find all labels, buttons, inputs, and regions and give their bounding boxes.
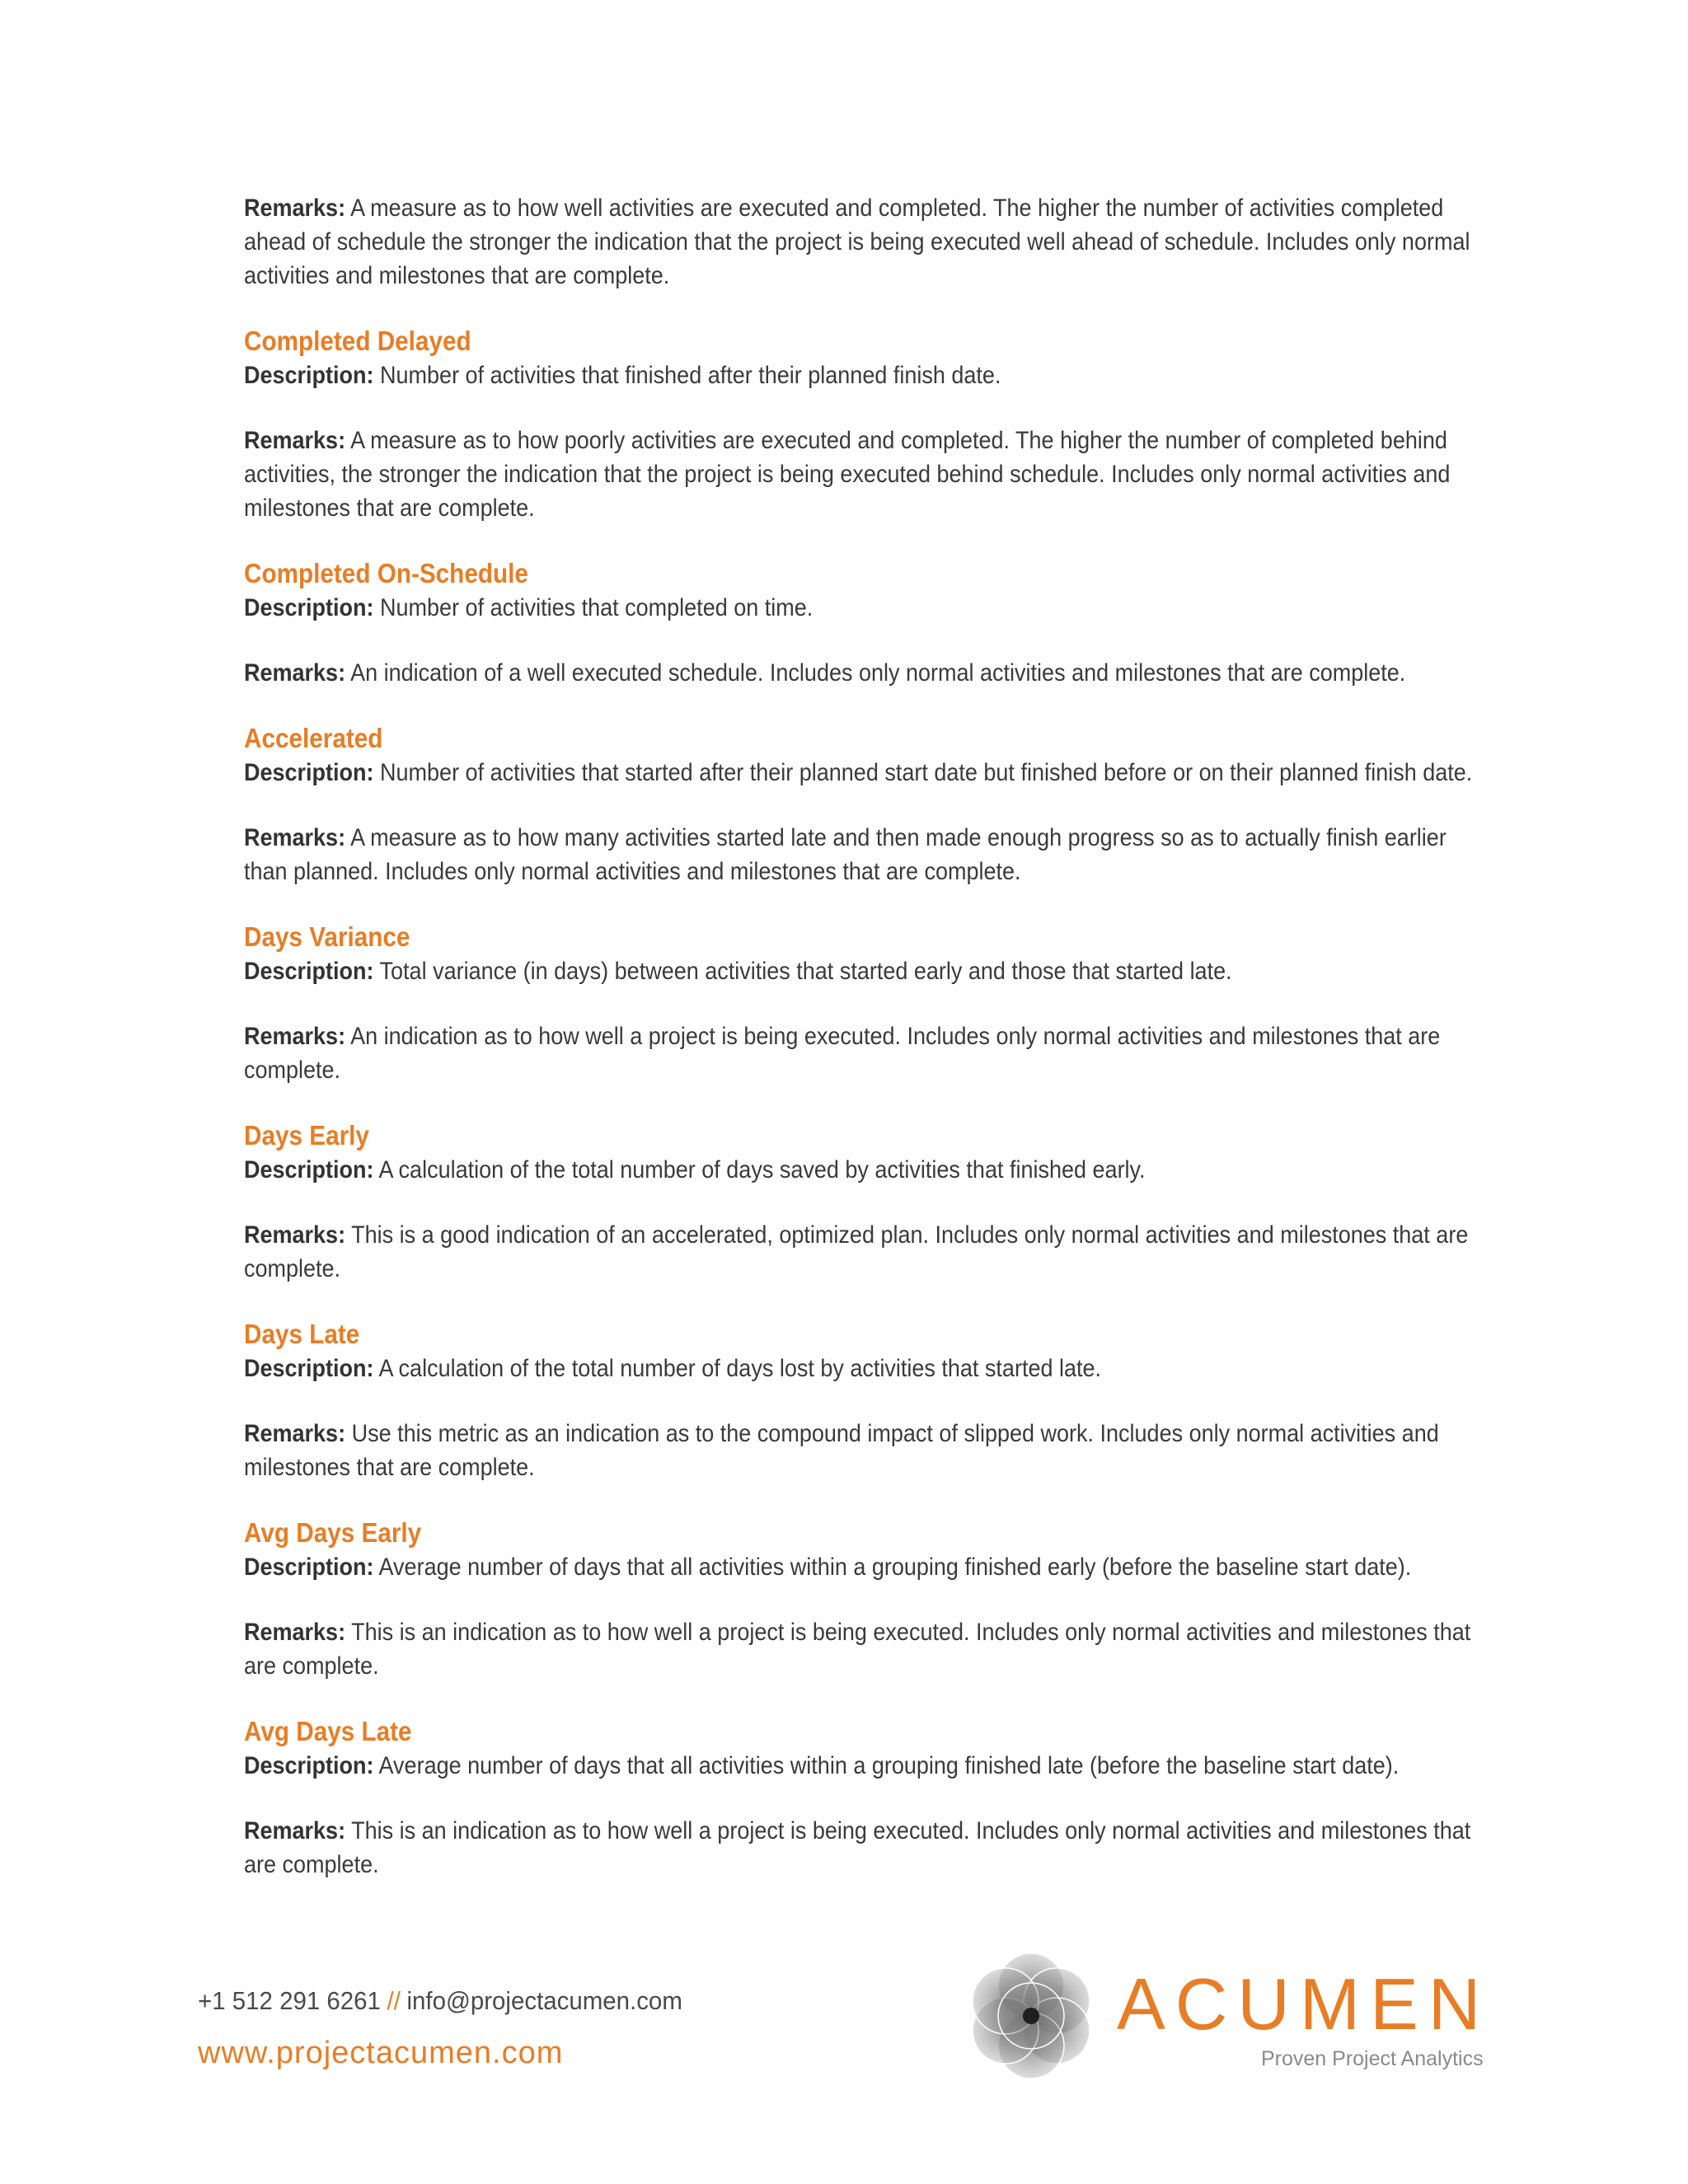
remarks-label: Remarks: [244, 1023, 346, 1050]
email-link[interactable]: info@projectacumen.com [406, 1986, 682, 2015]
metric-section [244, 1118, 1497, 1286]
remarks-label: Remarks: [244, 427, 346, 454]
metric-title: Avg Days Early [244, 1517, 422, 1548]
remarks-text: An indication of a well executed schedule. Includes only normal activities and milestones that are complete. [345, 659, 1406, 687]
metric-section [244, 324, 1497, 525]
overlapping-circles-logo-icon [960, 1945, 1102, 2087]
remarks-label: Remarks: [244, 1817, 346, 1844]
remarks-text: A measure as to how many activities started late and then made enough progress so as to actually finish earlier than planned. Includes only normal activities and milestones that are complete. [244, 824, 1447, 885]
remarks-label: Remarks: [244, 659, 346, 687]
description-text: Total variance (in days) between activities that started early and those that started late. [373, 958, 1232, 985]
description-text: A calculation of the total number of days lost by activities that started late. [373, 1355, 1102, 1382]
metric-description [244, 591, 1490, 625]
metric-title: Avg Days Late [244, 1716, 412, 1746]
metric-section [244, 920, 1497, 1087]
metric-remarks [244, 656, 1490, 690]
metric-section [244, 1516, 1497, 1683]
metric-remarks [244, 821, 1490, 888]
intro-remarks-text: A measure as to how well activities are executed and completed. The higher the number of activities completed ahead of schedule the stronger the indication that the project is being executed well ahead of schedule. Includes only normal activities and milestones that are complete. [244, 194, 1470, 289]
description-label: Description: [244, 1156, 374, 1183]
metric-title: Days Early [244, 1120, 369, 1151]
description-label: Description: [244, 759, 374, 786]
description-label: Description: [244, 1355, 374, 1382]
website-link[interactable]: www.projectacumen.com [198, 2036, 564, 2070]
metric-title: Completed Delayed [244, 326, 471, 356]
metric-section [244, 721, 1497, 888]
remarks-text: Use this metric as an indication as to the compound impact of slipped work. Includes only normal activities and milestones that are complete. [244, 1420, 1439, 1481]
remarks-text: This is a good indication of an accelerated, optimized plan. Includes only normal activities and milestones that are complete. [244, 1221, 1469, 1282]
description-label: Description: [244, 958, 374, 985]
metric-description [244, 756, 1490, 790]
metric-description [244, 359, 1490, 392]
phone-number[interactable]: +1 512 291 6261 [198, 1986, 381, 2015]
remarks-label: Remarks: [244, 1420, 346, 1447]
metric-title: Accelerated [244, 723, 383, 753]
metric-title: Completed On-Schedule [244, 558, 528, 588]
description-text: Number of activities that completed on time. [373, 594, 814, 621]
description-text: Number of activities that finished after their planned finish date. [373, 362, 1001, 389]
brand-tagline: Proven Project Analytics [1261, 2047, 1484, 2070]
metric-description [244, 1153, 1490, 1187]
description-label: Description: [244, 1752, 374, 1779]
metric-section [244, 556, 1497, 690]
document-body [244, 191, 1497, 1882]
brand-name: ACUMEN [1117, 1963, 1491, 2045]
contact-separator: // [387, 1986, 401, 2015]
description-text: Number of activities that started after their planned start date but finished before or on their planned finish date. [373, 759, 1473, 786]
metric-description [244, 1352, 1490, 1385]
remarks-text: This is an indication as to how well a project is being executed. Includes only normal activities and milestones that are complete. [244, 1817, 1471, 1878]
remarks-text: This is an indication as to how well a project is being executed. Includes only normal activities and milestones that are complete. [244, 1619, 1471, 1680]
remarks-label: Remarks: [244, 824, 346, 851]
description-text: A calculation of the total number of days saved by activities that finished early. [373, 1156, 1146, 1183]
remarks-label: Remarks: [244, 194, 346, 222]
metric-section [244, 1714, 1497, 1882]
description-text: Average number of days that all activities within a grouping finished late (before the baseline start date). [373, 1752, 1400, 1779]
metric-description [244, 1749, 1490, 1783]
description-label: Description: [244, 1554, 374, 1581]
remarks-label: Remarks: [244, 1619, 346, 1646]
intro-remarks [244, 191, 1490, 293]
footer-contact [198, 1986, 682, 2016]
metric-remarks [244, 1019, 1490, 1087]
description-label: Description: [244, 594, 374, 621]
metric-remarks [244, 1417, 1490, 1484]
remarks-text: An indication as to how well a project is being executed. Includes only normal activities and milestones that are complete. [244, 1023, 1441, 1084]
metric-remarks [244, 1615, 1490, 1683]
description-label: Description: [244, 362, 374, 389]
metric-title: Days Variance [244, 921, 410, 952]
metric-remarks [244, 424, 1490, 525]
metric-remarks [244, 1814, 1490, 1882]
metric-description [244, 1550, 1490, 1584]
metric-section [244, 1317, 1497, 1484]
description-text: Average number of days that all activities within a grouping finished early (before the baseline start date). [373, 1554, 1412, 1581]
remarks-label: Remarks: [244, 1221, 346, 1249]
remarks-text: A measure as to how poorly activities are executed and completed. The higher the number of completed behind activities, the stronger the indication that the project is being executed behind schedule. Includes only normal activities and milestones that are complete. [244, 427, 1451, 522]
metric-description [244, 954, 1490, 988]
metric-remarks [244, 1218, 1490, 1286]
metric-title: Days Late [244, 1319, 360, 1349]
